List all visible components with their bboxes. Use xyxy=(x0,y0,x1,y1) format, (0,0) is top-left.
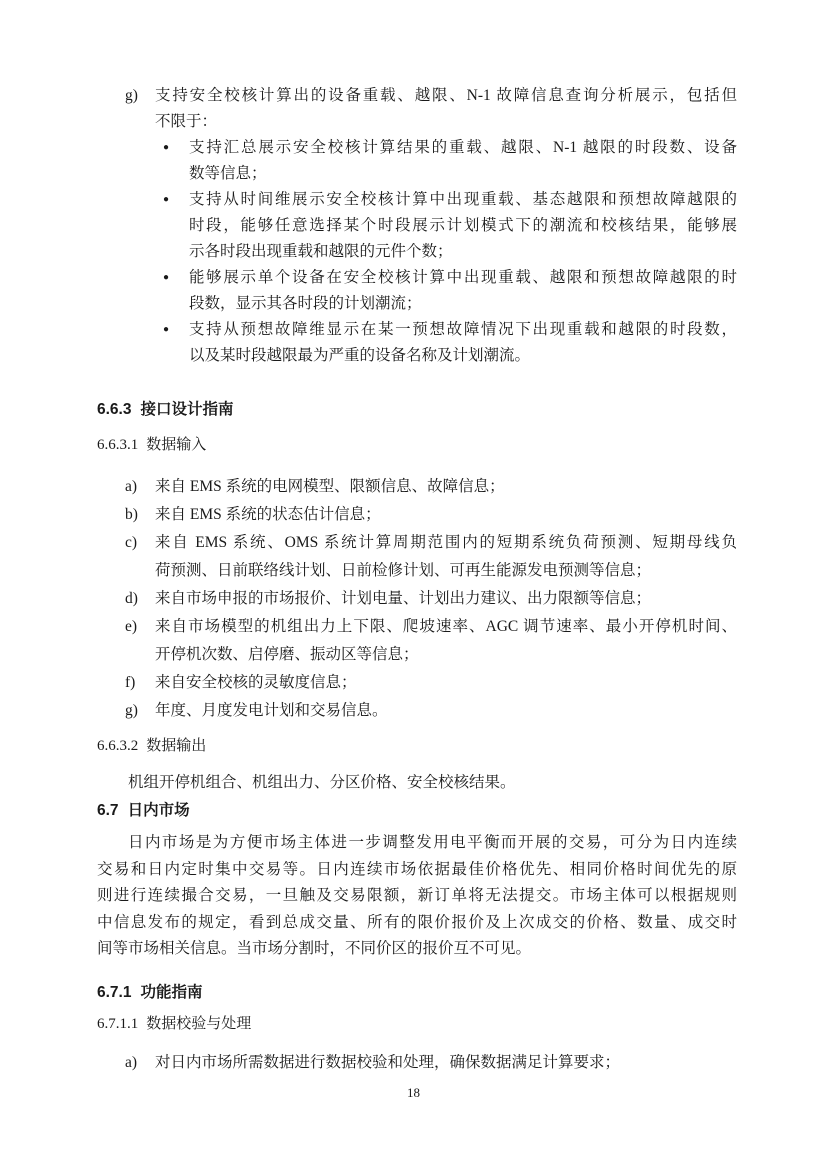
list-item xyxy=(97,697,737,725)
text-line: 以及某时段越限最为严重的设备名称及计划潮流。 xyxy=(189,347,531,364)
text-line: 则进行连续撮合交易，一旦触及交易限额，新订单将无法提交。市场主体可以根据规则 xyxy=(97,887,737,904)
data-input-list xyxy=(97,473,737,725)
list-item xyxy=(97,585,737,613)
heading-number: 6.6.3.1 xyxy=(97,437,139,453)
heading-number: 6.7 xyxy=(97,802,119,819)
heading-title: 接口设计指南 xyxy=(140,401,234,418)
item-label: a) xyxy=(125,478,138,495)
text-line: 段数，显示其各时段的计划潮流； xyxy=(189,295,422,312)
list-item xyxy=(97,669,737,697)
text-line: 支持从预想故障维显示在某一预想故障情况下出现重载和越限的时段数， xyxy=(189,321,737,338)
bullet-icon: ● xyxy=(163,142,170,153)
subsection-heading-6-6-3-1 xyxy=(97,434,737,456)
text-line: 中信息发布的规定，看到总成交量、所有的限价报价及上次成交的价格、数量、成交时 xyxy=(97,913,737,931)
item-label: g) xyxy=(125,702,138,719)
list-item-g xyxy=(97,83,737,135)
list-item xyxy=(97,529,737,585)
heading-title: 日内市场 xyxy=(127,802,190,819)
list-item-a xyxy=(97,1049,737,1077)
text-line: 日内市场是为方便市场主体进一步调整发用电平衡而开展的交易，可分为日内连续 xyxy=(128,834,737,851)
heading-number: 6.7.1.1 xyxy=(97,1015,139,1032)
bullet-item xyxy=(97,187,737,265)
text-line: 支持汇总展示安全校核计算结果的重载、越限、N-1 越限的时段数、设备 xyxy=(189,139,737,156)
text-line: 来自 EMS 系统的状态估计信息； xyxy=(155,506,381,523)
section-heading-6-7-1 xyxy=(97,982,737,1004)
data-check-list xyxy=(97,1049,737,1077)
list-item xyxy=(97,613,737,669)
heading-title: 数据输出 xyxy=(146,738,207,754)
item-label: e) xyxy=(125,618,138,635)
subsection-heading-6-7-1-1 xyxy=(97,1013,737,1035)
item-label: b) xyxy=(125,506,138,523)
subsection-heading-6-6-3-2 xyxy=(97,735,737,757)
text-line: 来自 EMS 系统的电网模型、限额信息、故障信息； xyxy=(155,478,505,495)
text-line: 时段，能够任意选择某个时段展示计划模式下的潮流和校核结果，能够展 xyxy=(189,217,737,234)
bullet-item xyxy=(97,317,737,369)
section-heading-6-7 xyxy=(97,800,737,822)
bullet-item xyxy=(97,265,737,317)
text-line: 来自市场申报的市场报价、计划电量、计划出力建议、出力限额等信息； xyxy=(155,590,652,607)
heading-title: 功能指南 xyxy=(140,983,203,1001)
text-line: 支持从时间维展示安全校核计算中出现重载、基态越限和预想故障越限的 xyxy=(189,191,737,208)
list-item xyxy=(97,501,737,529)
text-line: 支持安全校核计算出的设备重载、越限、N-1 故障信息查询分析展示，包括但 xyxy=(155,87,737,104)
bullet-item xyxy=(97,135,737,187)
item-label: c) xyxy=(125,534,138,551)
text-line: 间等市场相关信息。当市场分割时，不同价区的报价互不可见。 xyxy=(97,940,532,957)
item-label: g) xyxy=(125,87,138,104)
text-line: 示各时段出现重载和越限的元件个数； xyxy=(189,243,453,260)
bullet-list xyxy=(97,135,737,369)
page-number: 18 xyxy=(407,1085,420,1100)
text-line: 年度、月度发电计划和交易信息。 xyxy=(155,702,388,719)
text-line: 荷预测、日前联络线计划、日前检修计划、可再生能源发电预测等信息； xyxy=(155,562,652,579)
section-heading-6-6-3 xyxy=(97,399,737,421)
item-label: d) xyxy=(125,590,138,607)
list-item xyxy=(97,473,737,501)
bullet-icon: ● xyxy=(163,194,170,205)
heading-number: 6.6.3.2 xyxy=(97,738,139,754)
heading-title: 数据输入 xyxy=(146,437,207,453)
heading-number: 6.6.3 xyxy=(97,401,132,418)
paragraph-intraday-market xyxy=(97,830,737,963)
heading-number: 6.7.1 xyxy=(97,983,132,1001)
text-line: 能够展示单个设备在安全校核计算中出现重载、越限和预想故障越限的时 xyxy=(189,269,737,286)
text-line: 对日内市场所需数据进行数据校验和处理，确保数据满足计算要求； xyxy=(155,1053,621,1071)
text-line: 开停机次数、启停磨、振动区等信息； xyxy=(155,646,419,663)
bullet-icon: ● xyxy=(163,324,170,335)
text-line: 交易和日内定时集中交易等。日内连续市场依据最佳价格优先、相同价格时间优先的原 xyxy=(97,860,737,878)
text-line: 来自安全校核的灵敏度信息； xyxy=(155,674,357,691)
item-label: a) xyxy=(125,1053,138,1071)
text-line: 数等信息； xyxy=(189,165,267,182)
item-label: f) xyxy=(125,674,136,691)
bullet-icon: ● xyxy=(163,272,170,283)
text-line: 机组开停机组合、机组出力、分区价格、安全校核结果。 xyxy=(128,774,516,791)
content-area xyxy=(97,0,737,1077)
heading-title: 数据校验与处理 xyxy=(146,1015,252,1032)
paragraph-data-output xyxy=(97,769,737,796)
text-line: 来自 EMS 系统、OMS 系统计算周期范围内的短期系统负荷预测、短期母线负 xyxy=(155,534,737,551)
text-line: 不限于： xyxy=(155,113,218,130)
text-line: 来自市场模型的机组出力上下限、爬坡速率、AGC 调节速率、最小开停机时间、 xyxy=(155,618,737,635)
